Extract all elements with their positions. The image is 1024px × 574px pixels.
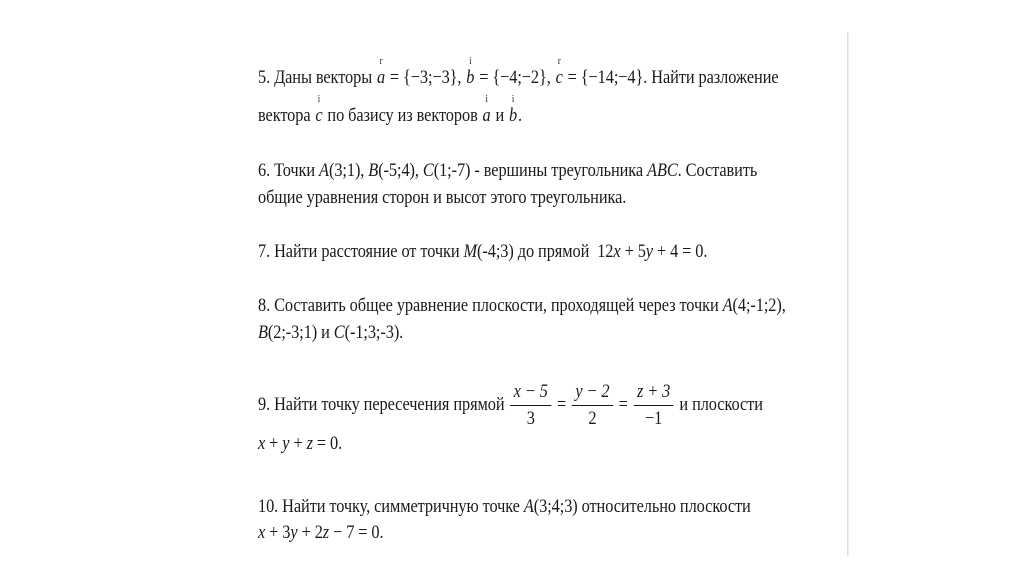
problem-8-line-1	[258, 294, 786, 318]
point-a-coords: (4;-1;2),	[732, 295, 786, 316]
problem-6-text: 6. Точки	[258, 160, 320, 181]
vector-b-name: b	[466, 67, 475, 88]
point-a-label: A	[523, 496, 534, 517]
problem-9-line-2	[258, 432, 342, 456]
problem-5-line-1	[258, 56, 779, 90]
vector-c	[555, 56, 564, 90]
var-y: y	[282, 433, 290, 454]
problem-6-line-2	[258, 186, 626, 210]
fraction-numerator: z + 3	[634, 381, 674, 406]
problem-5-text: и	[491, 105, 509, 126]
vector-c-name: c	[315, 105, 323, 126]
vector-c-coords: = {−14;−4}	[563, 67, 644, 88]
point-a-label: A	[319, 160, 329, 181]
vector-arrow-mark: r	[379, 56, 383, 67]
fraction-y	[572, 381, 613, 430]
vector-b	[508, 94, 518, 128]
var-y: y	[645, 241, 653, 262]
problem-6-text: - вершины треугольника	[470, 160, 648, 181]
point-c-coords: (-1;3;-3).	[344, 322, 404, 343]
problem-10-text: 10. Найти точку, симметричную точке	[258, 496, 524, 517]
point-a-coords: (3;1),	[328, 160, 369, 181]
equation-term: + 5	[620, 241, 646, 262]
problem-9-text: 9. Найти точку пересечения прямой	[258, 393, 509, 415]
fraction-denominator: 2	[588, 408, 597, 429]
point-b-coords: (-5;4),	[378, 160, 423, 181]
equation-term: +	[265, 433, 283, 454]
problem-5-intro: 5. Даны векторы	[258, 67, 377, 88]
equals-sign: =	[614, 393, 632, 415]
problem-7-text: 7. Найти расстояние от точки	[258, 241, 464, 262]
page-edge-divider	[847, 32, 849, 556]
point-b-coords: (2;-3;1) и	[267, 322, 334, 343]
vector-arrow-mark: r	[557, 56, 561, 67]
problem-5-text: по базису из векторов	[323, 105, 482, 126]
problem-9-line-1	[258, 381, 763, 430]
var-y: y	[290, 522, 298, 543]
problem-6-line-1	[258, 159, 757, 183]
var-z: z	[306, 433, 313, 454]
vector-b-name: b	[509, 105, 518, 126]
point-a-label: A	[722, 295, 733, 316]
equals-sign: =	[553, 393, 571, 415]
fraction-x	[510, 381, 551, 430]
vector-arrow-mark: i	[485, 94, 488, 105]
equation-term: + 4 = 0.	[652, 241, 708, 262]
problem-9-text: и плоскости	[675, 393, 763, 415]
var-x: x	[258, 522, 266, 543]
problem-6-task: общие уравнения сторон и высот этого треугольника.	[258, 187, 627, 208]
vector-c-name: c	[555, 67, 563, 88]
equation-term: +	[289, 433, 307, 454]
problem-8-line-2	[258, 321, 403, 345]
problem-6-text: . Составить	[677, 160, 758, 181]
vector-arrow-mark: i	[317, 94, 321, 105]
problem-10-text: относительно плоскости	[577, 496, 751, 517]
var-x: x	[613, 241, 621, 262]
fraction-denominator: −1	[645, 408, 663, 429]
fraction-numerator: x − 5	[510, 381, 551, 406]
equation-term: − 7 = 0.	[329, 522, 384, 543]
problem-8-text: 8. Составить общее уравнение плоскости, проходящей через точки	[258, 295, 723, 316]
vector-b	[465, 56, 475, 90]
point-c-label: C	[333, 322, 345, 343]
vector-c	[315, 94, 324, 128]
equation-term: + 2	[297, 522, 323, 543]
fraction-numerator: y − 2	[572, 381, 613, 406]
problem-10-line-2	[258, 521, 383, 545]
vector-a	[482, 94, 492, 128]
point-b-label: B	[258, 322, 268, 343]
vector-a-name: a	[482, 105, 491, 126]
problem-5-text: .	[517, 105, 522, 126]
triangle-label: ABC	[647, 160, 678, 181]
point-c-coords: (1;-7)	[433, 160, 471, 181]
problem-7-text: до прямой 12	[513, 241, 614, 262]
vector-arrow-mark: i	[469, 56, 472, 67]
vector-a-coords: = {−3;−3},	[385, 67, 466, 88]
equation-term: = 0.	[312, 433, 343, 454]
point-b-label: B	[368, 160, 379, 181]
problem-5-line-2	[258, 94, 522, 128]
vector-a	[376, 56, 386, 90]
point-c-label: C	[422, 160, 434, 181]
problem-10-line-1	[258, 495, 751, 519]
vector-b-coords: = {−4;−2},	[475, 67, 555, 88]
point-a-coords: (3;4;3)	[533, 496, 578, 517]
var-z: z	[322, 522, 330, 543]
fraction-denominator: 3	[526, 408, 535, 429]
equation-term: + 3	[265, 522, 291, 543]
problem-5-text: вектора	[258, 105, 315, 126]
point-m-label: M	[463, 241, 478, 262]
fraction-z	[634, 381, 674, 430]
vector-arrow-mark: i	[511, 94, 515, 105]
point-m-coords: (-4;3)	[477, 241, 514, 262]
problem-7-line	[258, 240, 707, 264]
vector-a-name: a	[376, 67, 386, 88]
var-x: x	[258, 433, 266, 454]
problem-5-task: . Найти разложение	[643, 67, 779, 88]
